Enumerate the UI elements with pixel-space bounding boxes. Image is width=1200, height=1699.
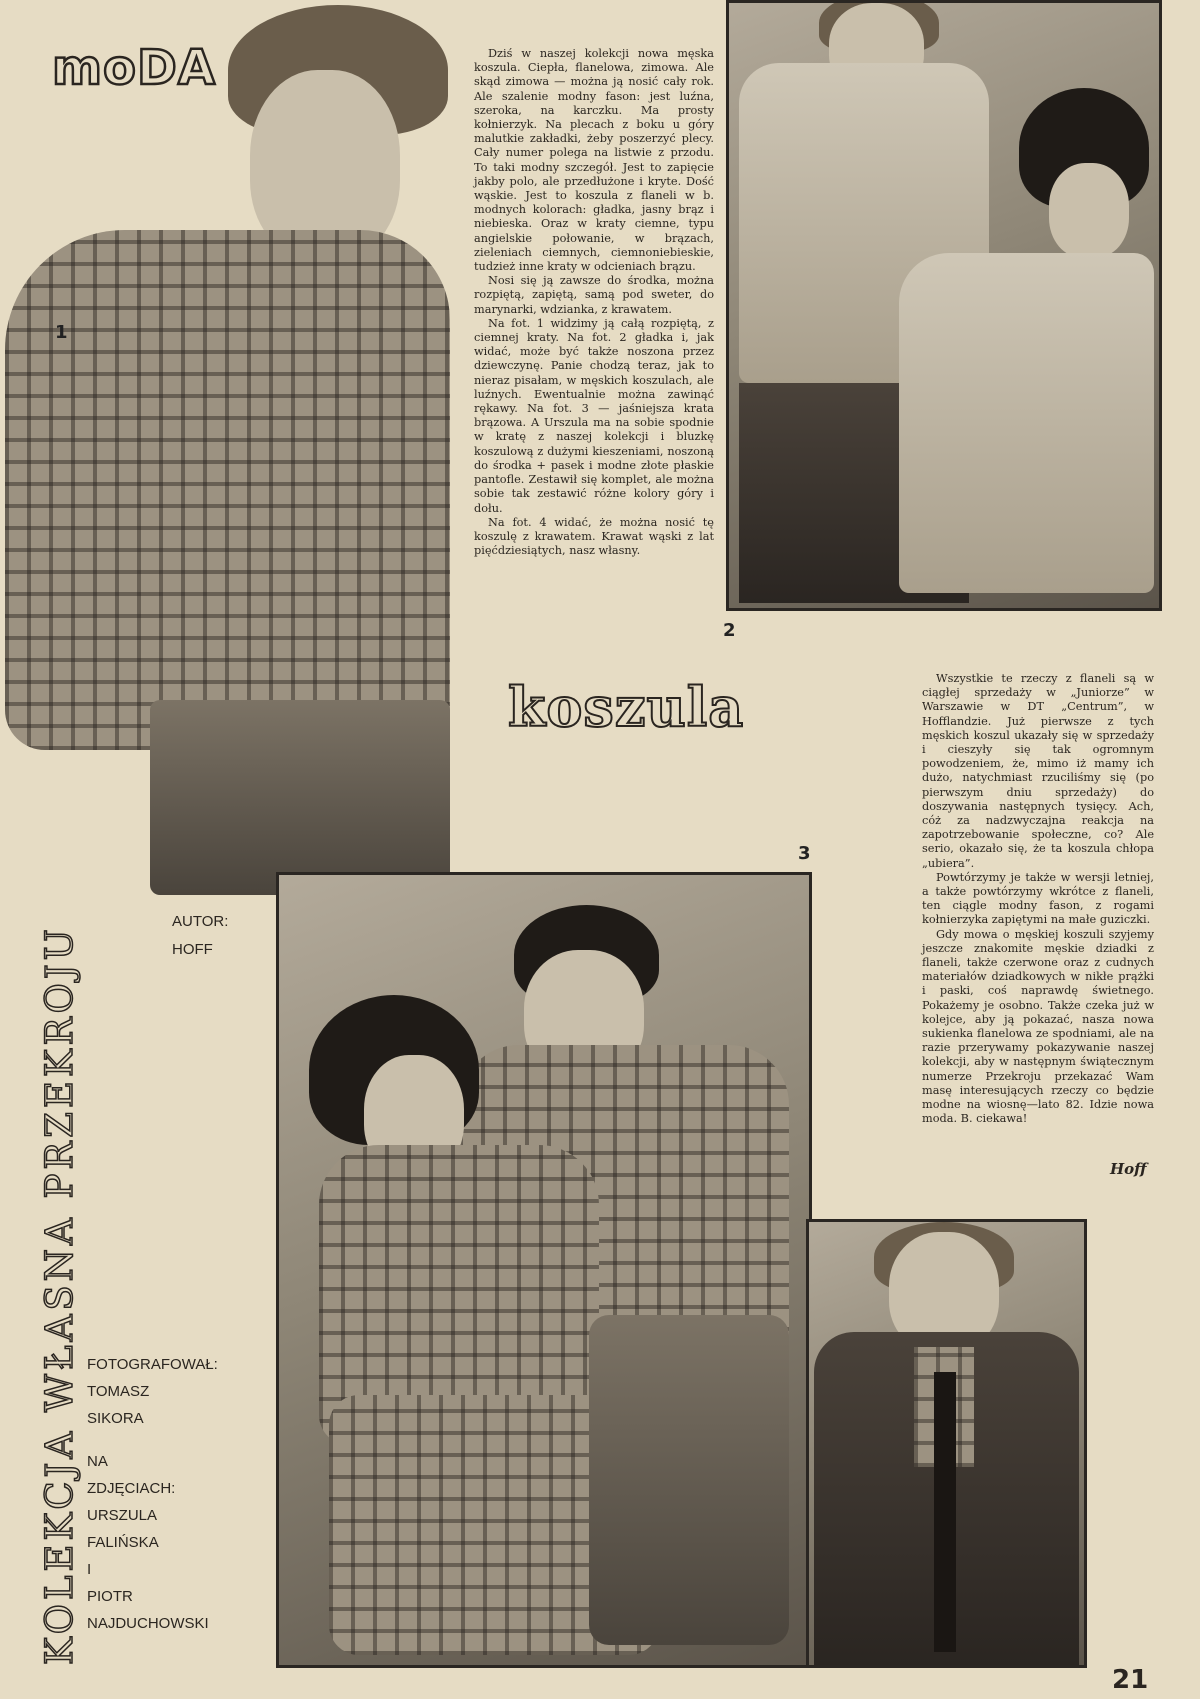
photographer-last-name: SIKORA [87,1410,144,1427]
photographer-label: FOTOGRAFOWAŁ: [87,1356,218,1373]
section-logo: moDA [52,40,216,96]
intro-paragraph: Dziś w naszej kolekcji nowa męska koszula. Ciepła, flanelowa, zimowa. Ale skąd zimowa — można ją nosić cały rok. Ale szalenie modny fason: jest luźna, szeroka, na karczku. Ma prosty kołnierzyk. Na plecach z boku u góry malutkie zakładki, żeby poszerzyć plecy. Cały numer polega na listwie z przodu. To taki modny szczegół. Jest to zapięcie jakby polo, ale przedłużone i kryte. Dość wąskie. Jest to koszula z flaneli w b. modnych kolorach: gładka, jasny brąz i niebieska. Oraz w kraty ciemne, typu angielskie połowanie, w brązach, zieleniach ciemnych, ciemnoniebieskie, tudzież inne kraty w odcieniach brązu. [474,47,714,274]
photo-3 [276,872,812,1668]
photo-4 [806,1219,1087,1668]
intro-paragraph: Nosi się ją zawsze do środka, można rozpiętą, zapiętą, samą pod sweter, do marynarki, wdzianka, z krawatem. [474,274,714,316]
photo-1 [0,0,455,895]
on-photos-label: NA [87,1453,108,1470]
figure-number-2: 2 [723,620,736,641]
right-paragraph: Gdy mowa o męskiej koszuli szyjemy jeszcze znakomite męskie dziadki z flaneli, także czerwone oraz z cudnych materiałów dziadkowych w nikłe prążki i paski, coś naprawdę świetnego. Pokażemy je osobno. Także czeka już w kolejce, aby ją pokazać, nasza nowa sukienka flanelowa ze spodniami, ale na razie przerywamy pokazywanie naszej kolekcji, aby w następnym świątecznym numerze Przekroju przekazać Wam masę interesujących rzeczy co będzie modne na wiosnę—lato 82. Idzie nowa moda. B. ciekawa! [922,927,1154,1126]
right-article-text [922,672,1154,1127]
photographer-first-name: TOMASZ [87,1383,150,1400]
model-name: FALIŃSKA [87,1534,159,1551]
intro-article-text [474,47,714,558]
author-credit [172,911,228,961]
intro-paragraph: Na fot. 4 widać, że można nosić tę koszulę z krawatem. Krawat wąski z lat pięćdziesiątych, nasz własny. [474,515,714,558]
intro-paragraph: Na fot. 1 widzimy ją całą rozpiętą, z ciemnej kraty. Na fot. 2 gładka i, jak widać, może być także noszona przez dziewczynę. Panie chodzą teraz, jak to nieraz pisałam, w męskich koszulach, ale luźnych. Ewentualnie można zawinąć rękawy. Na fot. 3 — jaśniejsza krata brązowa. A Urszula ma na sobie spodnie w kratę z naszej kolekcji i bluzkę koszulową z dużymi kieszeniami, noszoną do środka + pasek i modne złote płaskie pantofle. Zestawił się komplet, ale można sobie tak zestawić różne kolory góry i dołu. [474,316,714,515]
model-name: NAJDUCHOWSKI [87,1615,209,1632]
figure-number-1: 1 [55,322,68,343]
on-photos-label: ZDJĘCIACH: [87,1480,176,1497]
right-paragraph: Powtórzymy je także w wersji letniej, a także powtórzymy wkrótce z flaneli, ten ciągle modny fason, z rogami kołnierzyka zapiętymi na małe guziczki. [922,870,1154,927]
article-title: koszula [508,675,745,739]
vertical-series-title: KOLEKCJA WŁASNA PRZEKROJU [38,925,81,1665]
model-name: URSZULA [87,1507,158,1524]
page-number: 21 [1112,1665,1149,1695]
author-label: AUTOR: [172,913,229,930]
and-conjunction: I [87,1561,92,1578]
figure-number-3: 3 [798,843,811,864]
author-name: HOFF [172,941,213,958]
author-signature: Hoff [1110,1160,1147,1178]
model-name: PIOTR [87,1588,133,1605]
photo-2 [726,0,1162,611]
photo-credit [87,1351,218,1637]
right-paragraph: Wszystkie te rzeczy z flaneli są w ciągłej sprzedaży w „Juniorze” w Warszawie w DT „Centrum”, w Hofflandzie. Już pierwsze z tych męskich koszul ukazały się w sprzedaży i cieszyły się tak ogromnym powodzeniem, że, mimo iż mamy ich dużo, natychmiast rzuciliśmy się (po pierwszym dniu sprzedaży) do doszywania następnych tysięcy. Ach, cóż za nadzwyczajna reakcja na zapotrzebowanie społeczne, co? Ale serio, okazało się, że ta koszula chłopa „ubiera”. [922,672,1154,870]
